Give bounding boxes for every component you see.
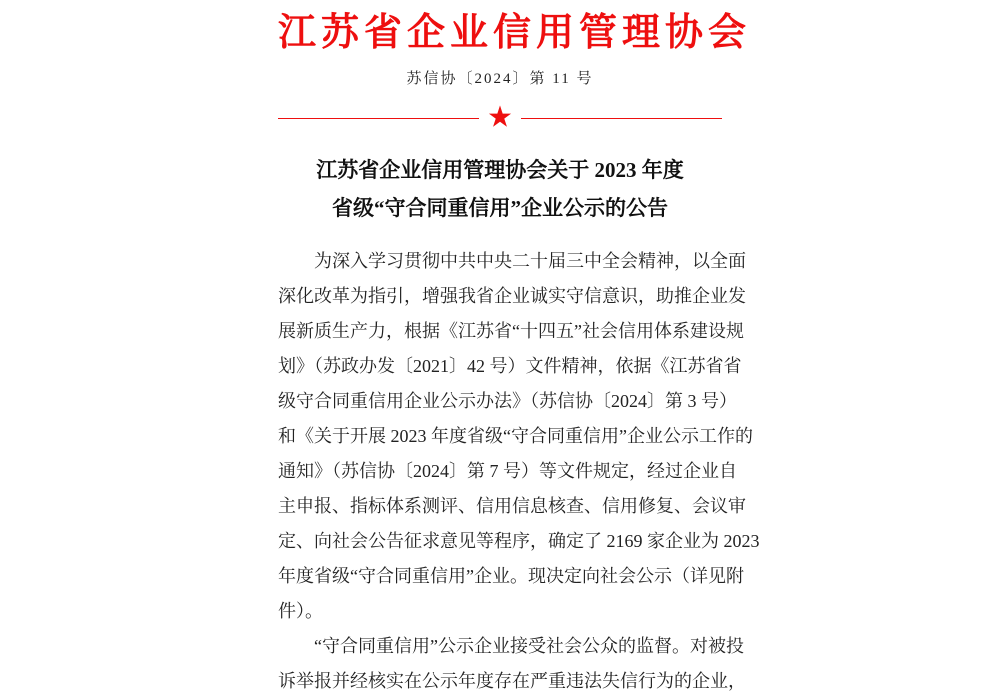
body-line: 件）。: [278, 601, 323, 621]
star-icon: ★: [488, 105, 512, 131]
body-line: 主申报、指标体系测评、信用信息核查、信用修复、会议审: [278, 496, 746, 516]
body-line: 年度省级“守合同重信用”企业。现决定向社会公示（详见附: [278, 566, 744, 586]
divider-rule-left: [278, 118, 479, 119]
document-page: [278, 0, 760, 699]
body-line: 和《关于开展 2023 年度省级“守合同重信用”企业公示工作的: [278, 426, 753, 446]
document-body: [278, 244, 760, 699]
body-line: 通知》（苏信协〔2024〕第 7 号）等文件规定，经过企业自: [278, 461, 737, 481]
title-line-2: 省级“守合同重信用”企业公示的公告: [332, 196, 668, 220]
document-number: 苏信协〔2024〕第 11 号: [406, 71, 594, 87]
title-line-1: 江苏省企业信用管理协会关于 2023 年度: [316, 158, 684, 182]
body-line: 定、向社会公告征求意见等程序，确定了 2169 家企业为 2023: [278, 531, 760, 551]
body-line: 展新质生产力，根据《江苏省“十四五”社会信用体系建设规: [278, 321, 744, 341]
body-line: “守合同重信用”公示企业接受社会公众的监督。对被投: [314, 636, 744, 656]
issuing-org-title: 江苏省企业信用管理协会: [278, 12, 752, 54]
announcement-title: [278, 151, 722, 227]
body-line: 为深入学习贯彻中共中央二十届三中全会精神，以全面: [314, 251, 746, 271]
body-line: 级守合同重信用企业公示办法》（苏信协〔2024〕第 3 号）: [278, 391, 737, 411]
body-line: 划》（苏政办发〔2021〕42 号）文件精神，依据《江苏省省: [278, 356, 742, 376]
body-line: 深化改革为指引，增强我省企业诚实守信意识，助推企业发: [278, 286, 746, 306]
body-line: 诉举报并经核实在公示年度存在严重违法失信行为的企业，: [278, 671, 746, 691]
divider-rule-right: [521, 118, 722, 119]
red-divider: [278, 106, 722, 130]
